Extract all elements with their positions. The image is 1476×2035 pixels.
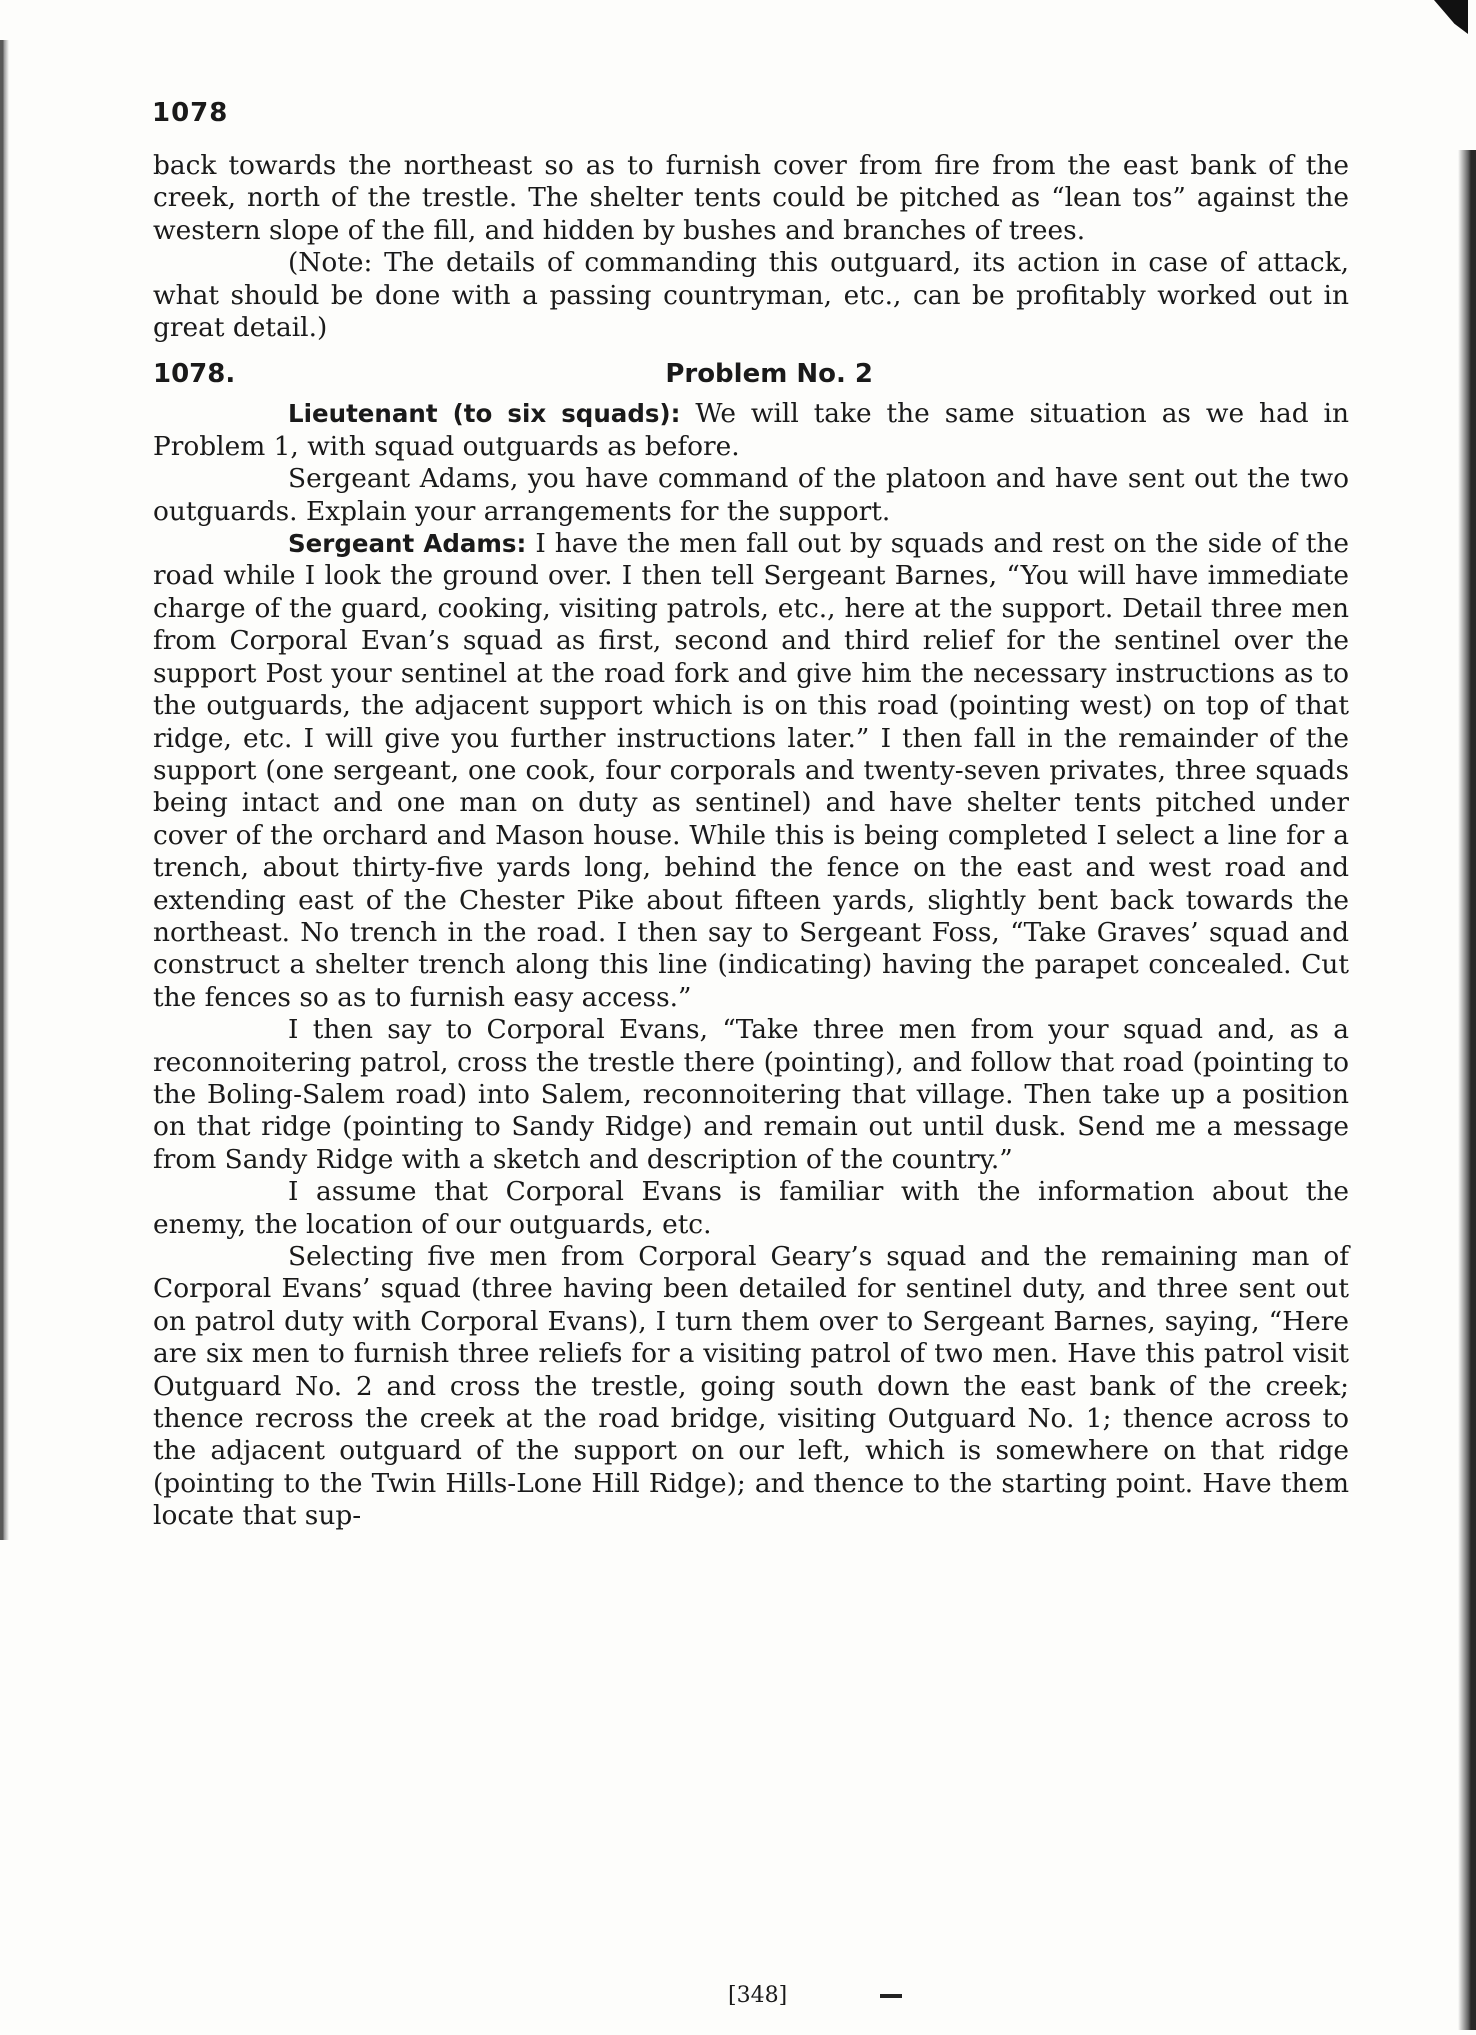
scan-corner-mark	[1434, 0, 1468, 34]
scan-edge-left	[0, 40, 14, 1540]
assumption-paragraph: I assume that Corporal Evans is familiar with the information about the enemy, the location of our outguards, etc.	[153, 1176, 1349, 1240]
evans-orders-paragraph: I then say to Corporal Evans, “Take three men from your squad and, as a reconnoitering patrol, cross the trestle there (pointing), and follow that road (pointing to the Boling-Salem road) into Salem, reconnoitering that village. Then take up a position on that ridge (pointing to Sandy Ridge) and remain out until dusk. Send me a message from Sandy Ridge with a sketch and description of the country.”	[153, 1014, 1349, 1175]
footer-page-number: [348]	[728, 1983, 788, 2008]
page-number-header: 1078	[152, 98, 229, 128]
scan-edge-right	[1456, 150, 1476, 2030]
adams-paragraph	[153, 528, 1349, 1014]
intro-paragraph-1: back towards the northeast so as to furnish cover from fire from the east bank of the creek, north of the trestle. The shelter tents could be pitched as “lean tos” against the western slope of the fill, and hidden by bushes and branches of trees.	[153, 150, 1349, 246]
speaker-lieutenant: Lieutenant (to six squads):	[288, 399, 681, 429]
adams-text: I have the men fall out by squads and rest on the side of the road while I look the ground over. I then tell Sergeant Barnes, “You will have immediate charge of the guard, cooking, visiting patrols, etc., here at the support. Detail three men from Corporal Evan’s squad as first, second and third relief for the sentinel over the support Post your sentinel at the road fork and give him the necessary instructions as to the outguards, the adjacent support which is on this road (pointing west) on top of that ridge, etc. I will give you further instructions later.” I then fall in the remainder of the support (one sergeant, one cook, four corporals and twenty-seven privates, three squads being intact and one man on duty as sentinel) and have shelter tents pitched under cover of the orchard and Mason house. While this is being completed I select a line for a trench, about thirty-five yards long, behind the fence on the east and west road and extending east of the Chester Pike about fifteen yards, slightly bent back towards the northeast. No trench in the road. I then say to Sergeant Foss, “Take Graves’ squad and construct a shelter trench along this line (indicating) having the parapet concealed. Cut the fences so as to furnish easy access.”	[153, 528, 1349, 1013]
section-title: Problem No. 2	[665, 359, 873, 390]
lieutenant-paragraph	[153, 398, 1349, 463]
visiting-patrol-paragraph: Selecting five men from Corporal Geary’s squad and the remaining man of Corporal Evans’ squad (three having been detailed for sentinel duty, and three sent out on patrol duty with Corporal Evans), I turn them over to Sergeant Barnes, saying, “Here are six men to furnish three reliefs for a visiting patrol of two men. Have this patrol visit Outguard No. 2 and cross the trestle, going south down the east bank of the creek; thence recross the creek at the road bridge, visiting Outguard No. 1; thence across to the adjacent outguard of the support on our left, which is somewhere on that ridge (pointing to the Twin Hills-Lone Hill Ridge); and thence to the starting point. Have them locate that sup-	[153, 1241, 1349, 1532]
section-number: 1078.	[153, 359, 236, 390]
sergeant-intro-paragraph: Sergeant Adams, you have command of the platoon and have sent out the two outguards. Explain your arrangements for the support.	[153, 463, 1349, 527]
body-text	[153, 150, 1349, 1533]
speaker-adams: Sergeant Adams:	[288, 529, 527, 559]
note-paragraph: (Note: The details of commanding this outguard, its action in case of attack, what should be done with a passing countryman, etc., can be profitably worked out in great detail.)	[153, 247, 1349, 344]
section-heading	[153, 358, 873, 398]
footer-mark	[880, 1994, 902, 1998]
lieutenant-text: We will take the same situation as we had in Problem 1, with squad outguards as before.	[153, 398, 1349, 462]
